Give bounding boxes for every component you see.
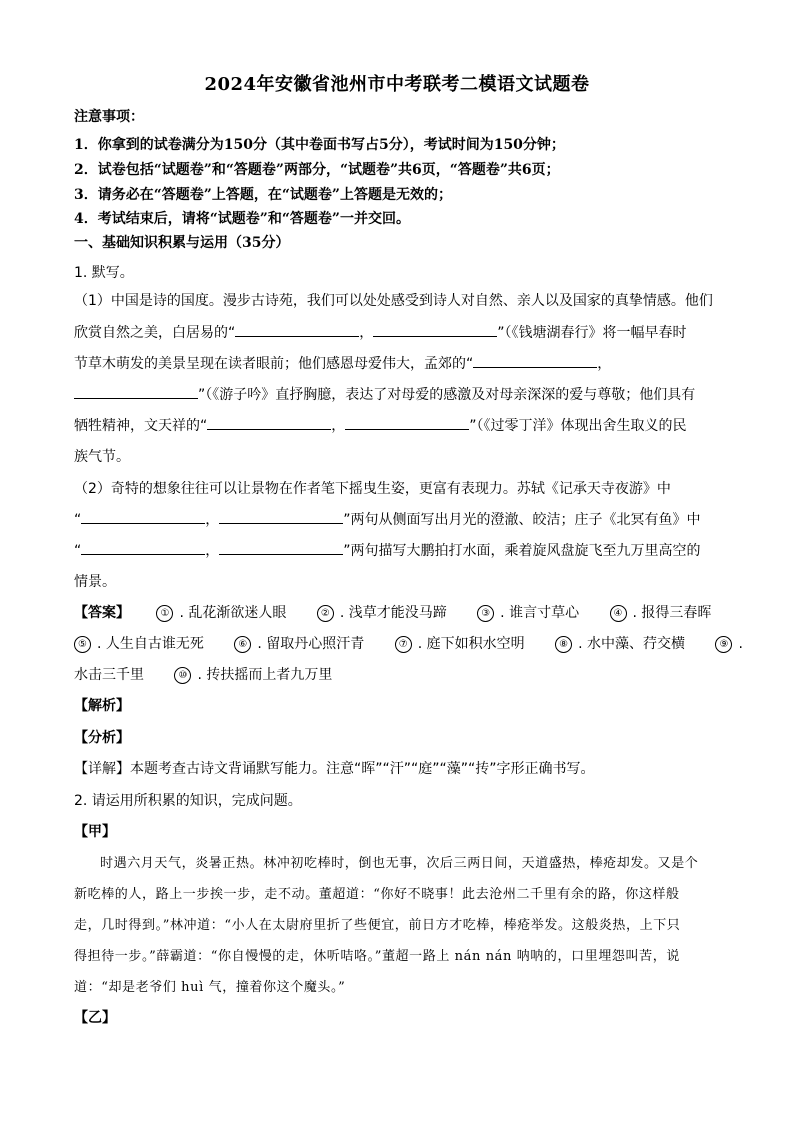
answer-item [715,636,742,653]
passage-yi-label: 【乙】 [74,1010,116,1026]
passage-line-2: 新吃棒的人，路上一步挨一步，走不动。董超道：“你好不晓事！此去沧州二千里有余的路，你这样般 [74,887,680,902]
section-heading-1: 一、基础知识积累与运用（35分） [74,235,290,251]
fill-blank[interactable] [207,417,331,430]
passage-jia-label: 【甲】 [74,824,116,840]
q1-p1-line-6: 族气节。 [74,449,130,465]
answer-row-1 [74,602,711,622]
answer-item [74,664,144,684]
answer-row-2 [74,633,743,653]
text: ”（《钱塘湖春行》将一幅早春时 [497,325,687,341]
fill-blank[interactable] [74,386,198,399]
notice-item-2: 2．试卷包括“试题卷”和“答题卷”两部分，“试题卷”共6页，“答题卷”共6页； [74,162,560,178]
text: . 浅草才能没马蹄 [339,605,447,621]
fill-blank[interactable] [219,511,343,524]
q1-p2-line-3 [74,540,701,560]
q1-p1-line-3 [74,353,611,373]
num: ⑨ [715,636,732,653]
fill-blank[interactable] [235,324,359,337]
answer-item [174,664,332,684]
answer-item [234,633,364,653]
answer-item [555,633,685,653]
num: ⑧ [555,636,572,653]
fenxi-label: 【分析】 [74,730,130,746]
text: . 抟扶摇而上者九万里 [197,667,333,683]
answer-item [317,602,447,622]
answer-item [610,602,712,622]
q1-p2-line-4: 情景。 [74,574,116,590]
text: ”两句从侧面写出月光的澄澈、皎洁；庄子《北冥有鱼》中 [343,512,701,528]
text: ”（《游子吟》直抒胸臆，表达了对母爱的感激及对母亲深深的爱与尊敬；他们具有 [198,387,696,403]
text: 欣赏自然之美，白居易的“ [74,325,236,341]
q1-p1-line-2 [74,322,687,342]
num: ④ [610,605,627,622]
text: . 留取丹心照汗青 [257,636,365,652]
fill-blank[interactable] [81,511,205,524]
notice-item-4: 4．考试结束后，请将“试题卷”和“答题卷”一并交回。 [74,211,410,227]
passage-line-3: 走，几时得到。”林冲道：“小人在太尉府里折了些便宜，前日方才吃棒，棒疮举发。这般炎热，上下只 [74,918,681,933]
detail-text: 【详解】本题考查古诗文背诵默写能力。注意“晖”“汗”“庭”“藻”“抟”字形正确书写。 [74,761,595,777]
text: 水击三千里 [74,667,144,683]
text: ”（《过零丁洋》体现出舍生取义的民 [469,418,687,434]
answer-item [395,633,525,653]
fill-blank[interactable] [473,355,597,368]
q1-p2-line-1: （2）奇特的想象往往可以让景物在作者笔下摇曳生姿，更富有表现力。苏轼《记承天寺夜游》中 [74,481,671,497]
text: . 水中藻、荇交横 [578,636,685,652]
fill-blank[interactable] [373,324,497,337]
text: . [738,636,743,652]
notice-item-1: 1．你拿到的试卷满分为150分（其中卷面书写占5分），考试时间为150分钟； [74,137,565,153]
text: ， [331,418,346,434]
passage-line-1: 时遇六月天气，炎暑正热。林冲初吃棒时，倒也无事，次后三两日间，天道盛热，棒疮却发。又是个 [100,856,699,871]
num: ① [156,605,173,622]
text: . 谁言寸草心 [500,605,580,621]
num: ⑩ [174,667,191,684]
num: ③ [477,605,494,622]
page-title: 2024年安徽省池州市中考联考二模语文试题卷 [204,74,590,95]
text: . 人生自古谁无死 [97,636,204,652]
answer-item [74,633,204,653]
num: ⑦ [395,636,412,653]
num: ⑤ [74,636,91,653]
text: ， [359,325,374,341]
answer-label: 【答案】 [74,605,130,621]
passage-line-5: 道：“却是老爷们 huì 气，撞着你这个魔头。” [74,980,346,995]
text: “ [74,512,82,528]
text: ， [205,543,220,559]
fill-blank[interactable] [345,417,469,430]
text: “ [74,543,82,559]
question-1-label: 1. 默写。 [74,265,134,281]
text: . 报得三春晖 [632,605,712,621]
question-2-label: 2. 请运用所积累的知识，完成问题。 [74,793,302,809]
text: . 乱花渐欲迷人眼 [179,605,287,621]
q1-p2-line-2 [74,509,701,529]
text: ”两句描写大鹏拍打水面，乘着旋风盘旋飞至九万里高空的 [343,543,701,559]
text: . 庭下如积水空明 [417,636,525,652]
analysis-label: 【解析】 [74,698,130,714]
answer-row-3 [74,664,358,684]
passage-line-4: 得担待一步。”薛霸道：“你自慢慢的走，休听咭咯。”董超一路上 nán nán 呐呐的，口里埋怨叫苦，说 [74,949,680,964]
num: ② [317,605,334,622]
q1-p1-line-1: （1）中国是诗的国度。漫步古诗苑，我们可以处处感受到诗人对自然、亲人以及国家的真挚情感。他们 [74,293,713,309]
text: ， [205,512,220,528]
text: 牺牲精神，文天祥的“ [74,418,208,434]
notice-heading: 注意事项： [74,109,144,125]
fill-blank[interactable] [81,542,205,555]
num: ⑥ [234,636,251,653]
text: ， [597,356,612,372]
q1-p1-line-4 [74,384,695,404]
answer-item [477,602,579,622]
notice-item-3: 3．请务必在“答题卷”上答题，在“试题卷”上答题是无效的； [74,187,452,203]
q1-p1-line-5 [74,415,687,435]
fill-blank[interactable] [219,542,343,555]
answer-item [156,602,286,622]
text: 节草木萌发的美景呈现在读者眼前；他们感恩母爱伟大，孟郊的“ [74,356,474,372]
